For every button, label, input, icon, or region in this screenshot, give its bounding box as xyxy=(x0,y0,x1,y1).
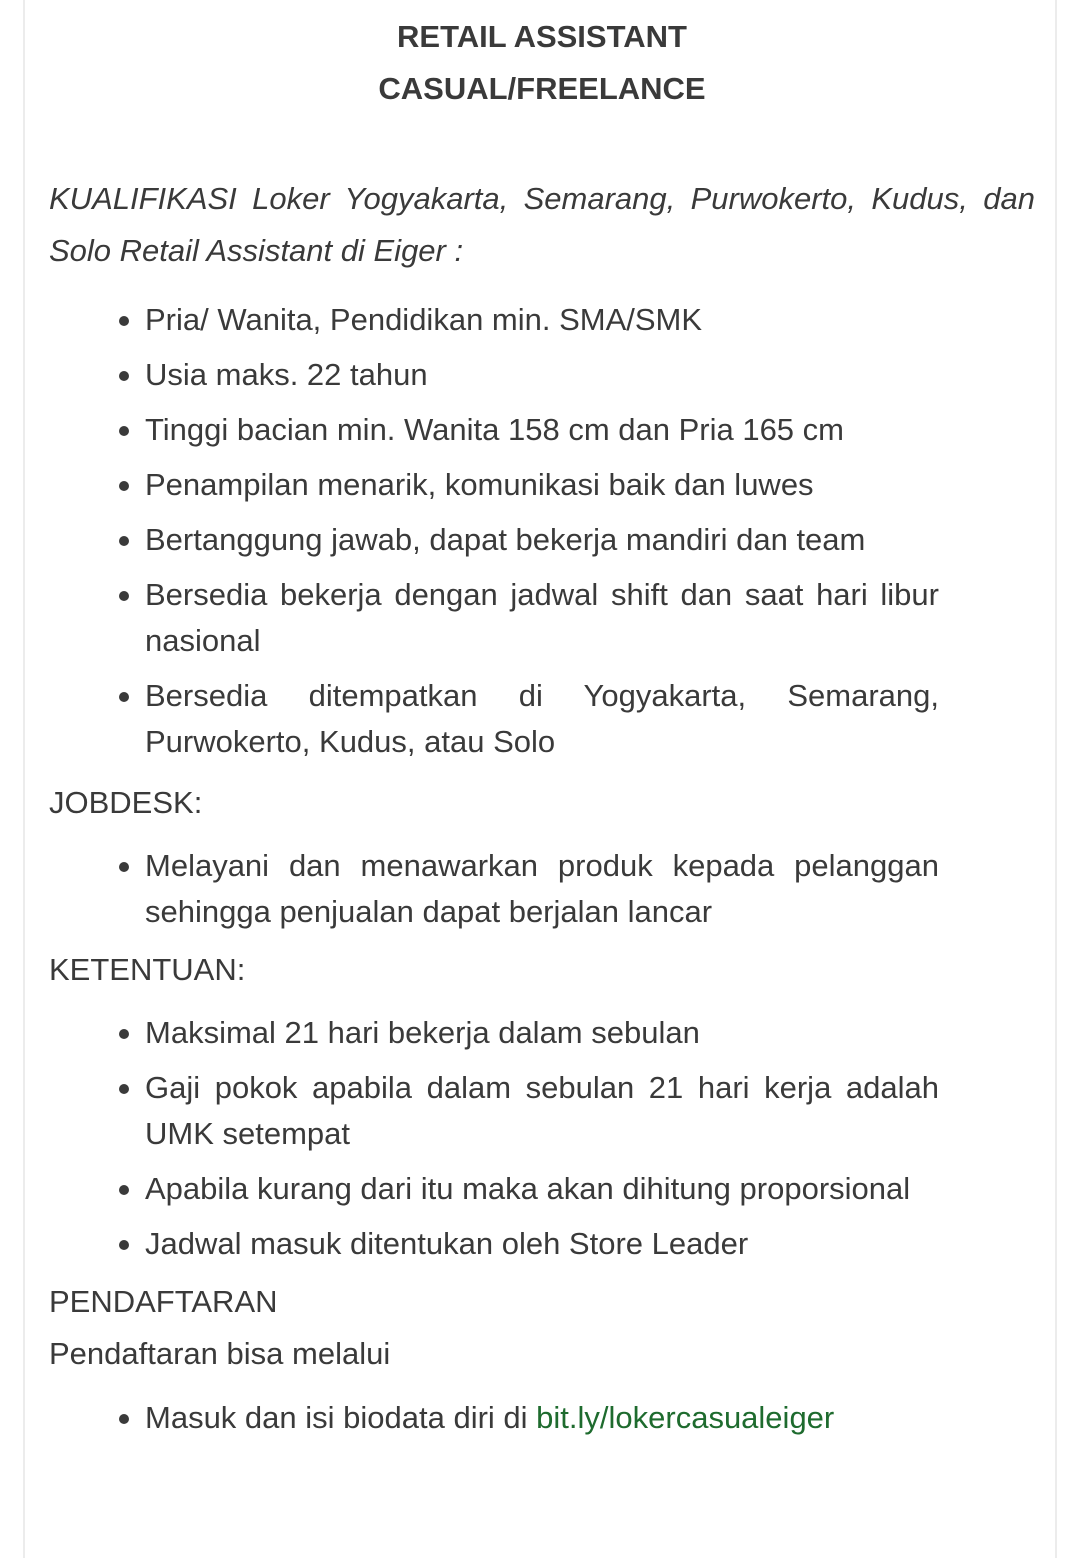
pendaftaran-item-text: Masuk dan isi biodata diri di xyxy=(145,1400,537,1435)
qualification-item: Usia maks. 22 tahun xyxy=(145,352,939,398)
jobdesk-heading: JOBDESK: xyxy=(49,785,203,820)
qualification-item: Pria/ Wanita, Pendidikan min. SMA/SMK xyxy=(145,297,939,343)
pendaftaran-heading: PENDAFTARAN xyxy=(49,1284,278,1319)
job-title-line-1: RETAIL ASSISTANT xyxy=(397,19,687,54)
jobdesk-list xyxy=(145,843,939,935)
jobdesk-item: Melayani dan menawarkan produk kepada pelanggan sehingga penjualan dapat berjalan lancar xyxy=(145,843,939,935)
qualification-item: Penampilan menarik, komunikasi baik dan luwes xyxy=(145,462,939,508)
qualification-item: Tinggi bacian min. Wanita 158 cm dan Pria 165 cm xyxy=(145,407,939,453)
article-card xyxy=(23,0,1057,1558)
job-title xyxy=(49,11,1035,115)
job-title-line-2: CASUAL/FREELANCE xyxy=(378,71,706,106)
qualification-item: Bersedia ditempatkan di Yogyakarta, Semarang, Purwokerto, Kudus, atau Solo xyxy=(145,673,939,765)
pendaftaran-subtext: Pendaftaran bisa melalui xyxy=(49,1336,391,1371)
ketentuan-item: Jadwal masuk ditentukan oleh Store Leader xyxy=(145,1221,939,1267)
qualification-item: Bersedia bekerja dengan jadwal shift dan saat hari libur nasional xyxy=(145,572,939,664)
ketentuan-item: Gaji pokok apabila dalam sebulan 21 hari kerja adalah UMK setempat xyxy=(145,1065,939,1157)
qualification-intro: KUALIFIKASI Loker Yogyakarta, Semarang, Purwokerto, Kudus, dan Solo Retail Assistant di Eiger : xyxy=(49,181,1035,268)
qualification-item: Bertanggung jawab, dapat bekerja mandiri dan team xyxy=(145,517,939,563)
registration-link[interactable]: bit.ly/lokercasualeiger xyxy=(536,1400,835,1435)
ketentuan-heading: KETENTUAN: xyxy=(49,952,246,987)
qualification-list xyxy=(145,297,939,765)
pendaftaran-list xyxy=(145,1395,939,1441)
ketentuan-item: Maksimal 21 hari bekerja dalam sebulan xyxy=(145,1010,939,1056)
ketentuan-list xyxy=(145,1010,939,1267)
article-content xyxy=(49,0,1035,1450)
pendaftaran-item xyxy=(145,1395,939,1441)
ketentuan-item: Apabila kurang dari itu maka akan dihitung proporsional xyxy=(145,1166,939,1212)
